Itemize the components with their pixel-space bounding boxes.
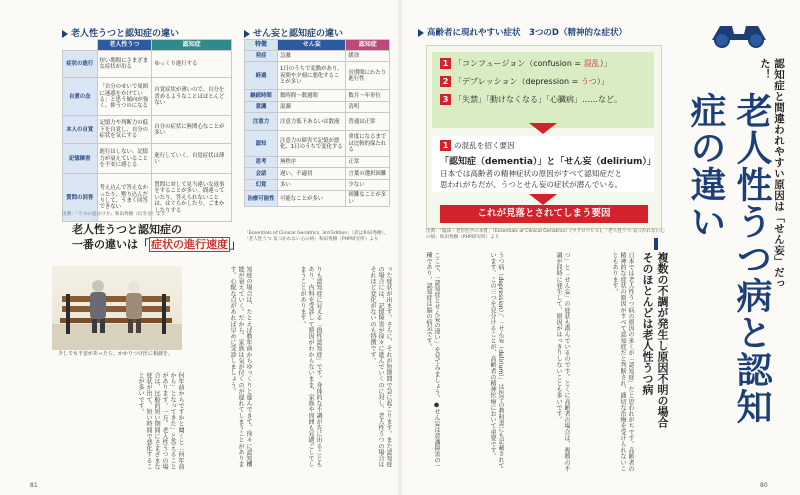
col-header-depression: 老人性うつ [97, 40, 152, 51]
person-leg [128, 319, 133, 333]
subtitle-marker [654, 238, 658, 250]
table-row: 症状の進行 短い期間にさまざまな症状が出る ゆっくり進行する [63, 51, 232, 78]
bench-back [62, 306, 170, 312]
symptom-item-depression: 2 「デプレッション（depression = うつ）」 [440, 76, 609, 87]
triangle-bullet-icon [418, 29, 424, 37]
body-column: りも認知症に見える「偽性認知症」です。身体的な不調が先に出ることもあり、内科を受診して原因がわからないまま、家族や周囲も見過ごしてしまうことがあります。 [299, 266, 322, 468]
sub-title: 複数の不調が発生し原因不明の場合 そのほとんどは老人性うつ病 [641, 252, 669, 428]
col-header-dementia: 認知症 [152, 40, 232, 51]
bench-seat [60, 318, 172, 323]
main-title: 老人性うつ病と認知症の違い [685, 92, 772, 425]
binoculars-lens [715, 33, 729, 47]
table-row: 発症 急激 緩徐 [245, 51, 390, 62]
table-row: 注意力 注意力低下あるいは散漫 普通は正常 [245, 113, 390, 131]
table-row: 幻覚 多い 少ない [245, 180, 390, 191]
table-delirium-vs-dementia [244, 39, 390, 207]
table1-heading: 老人性うつと認知症の違い [62, 26, 179, 39]
table-row: 思考 無秩序 正常 [245, 157, 390, 168]
figure-source: 出典：「臨床・老年医学の本質」（Essentials of Clinical Geriatrics）(マグロウヒル)、「老人性うつ 気づかれない心の病」和田秀樹（PHP研究所）より [426, 229, 665, 240]
table-row: 意識 混濁 清明 [245, 102, 390, 113]
bench-illustration [52, 266, 182, 350]
cause-body-line: 思われがちだが、うつとせん妄の症状が潜んでいる。 [440, 180, 623, 189]
bench-leg [162, 294, 166, 334]
person-body [126, 293, 142, 319]
body-column: った症状が出ます。さらに、それが短期間で急に起こります。また認知症の場合には、記憶障害が徐々に進んでいくのに対し、老人性うつの場合はそれほど変化がないのも特徴です。 [369, 266, 392, 468]
binoculars-lens [749, 33, 763, 47]
body-column: うつ病（depression）」、「せん妄（delirium）」は医学の教科書にも記載されています。この三つを見分けることが、高齢者の精神医療において重要です。 [489, 252, 504, 469]
highlight-keyword: 症状の進行速度 [151, 238, 228, 251]
table-row: 自責の念 「自分のせいで周囲に迷惑をかけている」と思う傾向が強く、抑うつのになる 自覚症状が薄いので、自分を責めるようなことはほとんどない [63, 78, 232, 116]
body-column: つ」と「せん妄」の症状も潜んでいるのです。とくに高齢者の場合は、複数の不調が同時に発生して、原因がはっきりしないことも多いです。 [555, 252, 570, 472]
photo-caption: 少しでも不安があったら、かかりつけ医に相談を。 [58, 351, 173, 357]
person-leg [136, 319, 141, 333]
col-header-feature: 特徴 [245, 40, 278, 51]
symptom-item-other: 3 「失禁」「動けなくなる」「心臓病」……など。 [440, 94, 622, 105]
down-arrow-icon [529, 123, 557, 134]
body-column: ここで、「認知症とせん妄の違い」を見てみましょう。●せん妄は意識障害の一種であり、認知症は脳の病気です。 [425, 252, 440, 470]
page-number-left: 81 [30, 482, 38, 489]
triangle-bullet-icon [244, 30, 250, 38]
cause-labels: 「認知症（dementia）」と「せん妄（delirium）」 [440, 157, 656, 167]
table2-heading: せん妄と認知症の違い [244, 26, 343, 39]
section-subheading: 老人性うつと認知症の 一番の違いは「 症状の進行速度 」 [72, 223, 241, 251]
bench-leg [66, 294, 70, 334]
side-title: 認知症と間違われやすい原因は「せん妄」だった！ [759, 58, 785, 289]
table-row: 治療可能性 可能なことが多い 困難なことが多い [245, 191, 390, 207]
table-row: 認知 注意力の障害で記憶が悪化、1日のうちで変化する 重度になるまでは比較的保たれる [245, 131, 390, 157]
table2-source: 「Essentials of Clinical Geriatrics, 3rd Edition」（訳は和田秀樹）、「老人性うつ 気づかれない心の病」和田秀樹（PHP研究所）より [244, 231, 389, 242]
page-gutter [398, 0, 402, 495]
page-number-right: 80 [760, 482, 768, 489]
person-head [128, 281, 140, 293]
table-depression-vs-dementia [62, 39, 232, 222]
table-row: 記憶障害 進行はしない。記憶力が衰えていることを不安に感じる 進行していく。自覚症状は薄い [63, 144, 232, 174]
person-leg [92, 319, 97, 333]
body-column: 何年前からですかと聞くと「何年前から」となってきた」と答えることがあります。一方、老人性うつの場合は、比較的短い期間にさまざまな症状が出て、短い時間で悪化することが多いです。 [137, 372, 184, 470]
col-header-dementia2: 認知症 [346, 40, 390, 51]
down-arrow-icon [529, 194, 557, 205]
symptom-item-confusion: 1 「コンフュージョン（confusion = 混乱）」 [440, 58, 612, 69]
bench-photo [52, 266, 182, 350]
body-column: 日本では老人性うつ病の原因の多くが「認知症」だと思われがちです。高齢者の精神的な症状の原因がすべて認知症だと判断され、適切な治療を受けられないこともあります。 [611, 252, 634, 472]
person-head [92, 280, 104, 292]
person-body [90, 292, 106, 319]
table-row: 質問の回答 考え込んで答えなかったり、黙り込んだりして、うまく回答できない 質問に対して見当違いな返事をすることが多い。間違っていたり、答えられないことは、はぐらかしたり、ごまかしたりする [63, 174, 232, 222]
binoculars-icon [706, 20, 772, 48]
bench-back [62, 296, 170, 302]
person-leg [100, 319, 105, 333]
table-row: 継続時間 数時間〜数週間 数月〜年単位 [245, 90, 390, 102]
table-row: 会話 遅い、不適切 言葉の選択困難 [245, 168, 390, 180]
col-header-delirium: せん妄 [278, 40, 346, 51]
body-column: 知症の場合は、たとえば数年前からゆっくりと進んできて、徐々に認知機能が衰えていく。だから、家族は気が付くのが遅れてしまうことがあります。心配な点があれば早めに受診しましょう。 [229, 266, 252, 468]
table1-source: 出典：「うつの見分け方」和田秀樹（幻冬舎）より [62, 212, 166, 217]
cause-heading: 1 の混乱を招く要因 [440, 140, 515, 151]
table-row: 経過 1日のうちで変動があり、夜間や夕刻に悪化することが多い 長期間にわたり進行性 [245, 62, 390, 90]
oversight-banner: これが見落とされてしまう要因 [440, 205, 648, 223]
triangle-bullet-icon [62, 30, 68, 38]
table-row: 本人の自覚 記憶力や判断力の低下を自覚し、自分の症状を気にする 自分の症状に無関心なことが多い [63, 116, 232, 144]
cause-body-line: 日本では高齢者の精神症状の原因がすべて認知症だと [440, 169, 623, 178]
figure-heading: 高齢者に現れやすい症状 3つのD（精神的な症状） [418, 26, 627, 38]
